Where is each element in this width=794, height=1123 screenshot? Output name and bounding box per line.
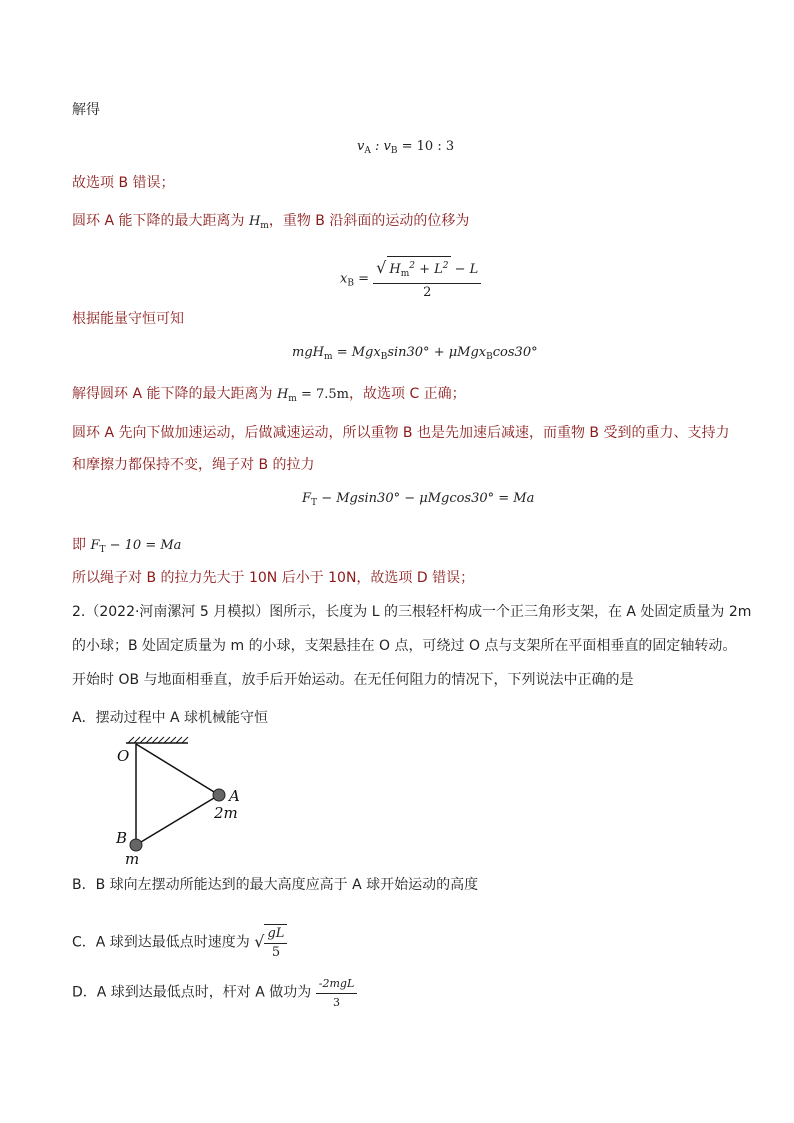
question-2-line-1: 2.（2022·河南漯河 5 月模拟）图所示，长度为 L 的三根轻杆构成一个正三角形支架，在 A 处固定质量为 2m [72, 604, 752, 620]
text-ring-max-distance: 圆环 A 能下降的最大距离为 $H_m$，重物 B 沿斜面的运动的位移为 [72, 213, 470, 231]
equation-xb: $x_B$ = $\frac{√ H_m^2 + L^2 - L}{2}$ [340, 256, 481, 302]
label-mass-a: 2m [214, 804, 238, 822]
text-motion-line-2: 和摩擦力都保持不变，绳子对 B 的拉力 [72, 457, 315, 473]
text-option-b-wrong: 故选项 B 错误； [72, 175, 175, 191]
rod-ab [136, 795, 219, 845]
label-a: A [229, 787, 240, 805]
option-b: B．B 球向左摆动所能达到的最大高度应高于 A 球开始运动的高度 [72, 877, 479, 893]
option-d: D．A 球到达最低点时，杆对 A 做功为 $\frac{\text{-2mgL}}{3}$ [72, 975, 357, 1012]
text-jiede: 解得 [72, 102, 100, 118]
text-ji: 即 $F_T - 10 = Ma$ [72, 537, 182, 555]
ceiling-hatching [128, 737, 188, 743]
text-motion-line-1: 圆环 A 先向下做加速运动，后做减速运动，所以重物 B 也是先加速后减速，而重物 B 受到的重力、支持力 [72, 425, 730, 441]
rod-oa [136, 744, 219, 795]
ball-a [213, 789, 225, 801]
equation-energy: mgH$_m$ = Mgx$_B$sin30° + μMgx$_B$cos30° [292, 345, 538, 362]
option-a: A．摆动过程中 A 球机械能守恒 [72, 710, 269, 726]
option-c: C．A 球到达最低点时速度为 √ $\frac{gL}{5}$ [72, 924, 287, 962]
equation-velocity-ratio: $v_A$ : $v_B = 10$ : 3 [357, 139, 455, 156]
label-b: B [116, 829, 128, 847]
question-2-line-3: 开始时 OB 与地面相垂直，放手后开始运动。在无任何阻力的情况下，下列说法中正确的是 [72, 672, 634, 688]
triangle-support-diagram [108, 735, 248, 870]
label-o: O [117, 747, 130, 765]
question-2-line-2: 的小球；B 处固定质量为 m 的小球，支架悬挂在 O 点，可绕过 O 点与支架所在平面相垂直的固定轴转动。 [72, 638, 737, 654]
equation-force: $F_T - Mgsin30^\circ - \mu Mgcos30^\circ = Ma$ [302, 491, 535, 508]
text-conclusion-d: 所以绳子对 B 的拉力先大于 10N 后小于 10N，故选项 D 错误； [72, 570, 475, 586]
text-energy-conservation: 根据能量守恒可知 [72, 311, 184, 327]
label-mass-b: m [125, 850, 140, 868]
text-solve-option-c: 解得圆环 A 能下降的最大距离为 $H_m = 7.5m$，故选项 C 正确； [72, 386, 466, 404]
